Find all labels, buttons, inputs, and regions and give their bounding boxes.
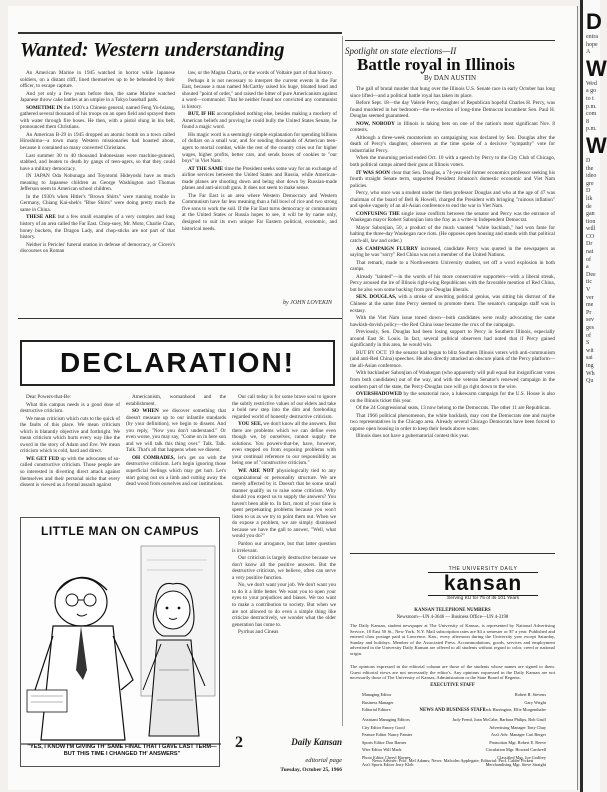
edge-text-line: tion: [586, 218, 596, 225]
masthead-section: editorial page: [305, 757, 342, 764]
declaration-paragraph: SO WHEN we discover something that doesn't measure up to our infantile standards (by your definition), we begin to dissent. And you reply, "Now you don't understand." Or even worse, you may say, "Come on in here son and we will talk this thing over." Talk. Talk. Talk. That's all that happens when we dissent.: [126, 408, 227, 454]
edge-text-line: wit: [586, 347, 594, 354]
wanted-paragraph: The Far East is an area where Western Democracy and Western Communism have far less meaning than a full bowl of rice and two strong five sons to work the soil. If the Far East turns democracy or communism at the United States or Russia hopes to see, it will be by name only, designed to suit its own unique Far Eastern political, economic, and historical needs.: [182, 192, 337, 232]
kansan-nameplate: [428, 566, 538, 601]
staff-cell: Ass't Sports Editor Jerry Kleh: [362, 762, 414, 767]
spotlight-paragraph: NOW, NOBODY in Illinois is taking bets on one of the nation's most significant Nov. 8 contests.: [350, 120, 555, 134]
masthead-date: Tuesday, October 25, 1966: [280, 767, 342, 773]
edge-text-line: D: [586, 188, 591, 195]
edge-text-line: S: [586, 340, 590, 347]
spotlight-headline: Battle royal in Illinois: [357, 55, 515, 74]
page-number: 2: [235, 734, 243, 751]
edge-text-line: a: [586, 264, 589, 271]
column-divider: [342, 36, 343, 726]
spotlight-paragraph: That 1966 political phenomenon, the white backlash, may cost the Democrats one and maybe two representatives in the Chicago area. Already several Chicago Democrats have been forced to oppose open housing in order to keep their heads above water.: [350, 412, 555, 432]
edge-headline-letter: W: [586, 132, 607, 158]
wanted-paragraph: Last summer 30 to 40 thousand Indonesians were machine-gunned, stabbed, and beaten to death by gangs of teen-agers, so that they could have a military democracy.: [20, 152, 175, 172]
wanted-paragraph: His magic word is a seemingly simple explanation for spending billions of dollars on a small war, and for sending thousands of American teen-agers to mortal combat, while the rest of the country cries out for higher wages, higher profits, better cars, and sends boxes of cookies to "our boys" in Viet Nam.: [182, 131, 337, 165]
spotlight-paragraph: That remark, made to a Northwestern University student, set off a word explosion in both camps.: [350, 259, 555, 273]
staff-cell: Photo Editor Cheryl Haynes: [362, 754, 411, 760]
spotlight-paragraph: When the mourning period ended Oct. 10 with a speech by Percy to the City Club of Chicago, both political camps aimed their guns at Illinois voters.: [350, 155, 555, 169]
staff-cell: Sports Editor Don Barnes: [362, 739, 407, 745]
declaration-paragraph: Americanism, womanhood and the establishment.: [126, 394, 226, 407]
edge-text-line: hope: [586, 41, 598, 48]
spotlight-kicker: Spotlight on state elections—II: [345, 46, 457, 56]
spotlight-paragraph: Although a three-week moratorium on campaigning was declared by Sen. Douglas after the death of Percy's daughter, observers at the time spoke of a decisive "sympathy" vote for industrialist Percy.: [350, 134, 555, 154]
staff-cell: Editorial Editors: [362, 707, 391, 712]
declaration-column-1: [20, 394, 120, 516]
staff-cell: Judy Frend, Joan McCabe, Barbara Philips, Bob Gruff: [452, 717, 546, 722]
edge-text-line: of: [586, 332, 591, 339]
staff-row: [362, 725, 548, 731]
wanted-column-2: [182, 70, 337, 298]
declaration-paragraph: WE GET FED up with the advocates of so-called constructive criticism. Those people are so interested in diverting direct attack against themselves and their personal niche that every dissent is viewed as a frontal assault against: [20, 455, 120, 489]
edge-text-line: D: [586, 157, 591, 164]
declaration-paragraph: What this campus needs is a good dose of destructive criticism.: [20, 401, 120, 415]
nameplate-top: THE UNIVERSITY DAILY: [448, 566, 518, 572]
masthead-title: Daily Kansan: [291, 737, 342, 747]
wanted-paragraph: In the 1930's when Hitler's "Brown Shirts" were running trouble in Germany, Chiang Kai-shek's "Blue Shirts" were doing pretty much the same in China.: [20, 193, 175, 213]
adjacent-page-edge: [580, 0, 607, 792]
wanted-paragraph: An American Marine in 1945 watched in horror while Japanese soldiers, on a distant cliff, lined themselves up to be beheaded by their officer, to escape capture.: [20, 70, 175, 90]
edge-text-line: to t: [586, 95, 594, 102]
edge-text-line: sev: [586, 317, 594, 324]
spotlight-paragraph: Previously, Sen. Douglas had been losing support to Percy in Southern Illinois, especially around East St. Louis. In fact, several political observers had noted that if Percy gained significantly in this area, he would win.: [350, 329, 555, 349]
edge-text-line: will: [586, 226, 596, 233]
staff-row: [362, 717, 548, 723]
declaration-paragraph: Our criticism is largely destructive because we don't know all the positive answers. But the destructive criticism, we believe, often can serve a very positive function.: [232, 555, 336, 581]
opinion-notice: The opinions expressed in the editorial column are those of the students whose names are signed to them. Guest editorial views are not necessarily the editor's. Any opinions expressed in the Daily Kansan are not necessarily those of The University of Kansas, Administration or the State Board of Regents.: [350, 664, 555, 681]
edge-text-line: sai: [586, 355, 593, 362]
declaration-paragraph: No, we don't want your job. We don't want you to do it a little better. We want you to open your eyes to your prejudices and biases. We too want to make a contribution to society. But when we are not allowed to do even a simple thing like criticize destructively, we wonder what the older generation has come to.: [232, 582, 336, 628]
staff-row: [362, 700, 548, 706]
staff-cell: Wire Editor Will Mack: [362, 747, 402, 752]
edge-text-line: of: [586, 256, 591, 263]
spotlight-paragraph: With the Viet Nam issue toned down—both candidates were really advocating the same hawkish-dovish policy—the Red China issue became the crux of the campaign.: [350, 315, 555, 328]
box-rule: [350, 553, 555, 554]
staff-cell: Gary Wright: [524, 699, 546, 705]
declaration-paragraph: We mean criticism which cuts to the quick of the faults of this place. We mean criticism which is blatantly objective and forthright. We mean criticism which hurts every way like the sword in the story of Adam and Eve. We mean criticism which is cold, hard and direct.: [20, 415, 120, 455]
declaration-paragraph: Our call today is for some brave soul to ignore the subtly restrictive values of our elders and take a bold new step into the dim and foreboding regarded world of honestly destructive criticism.: [232, 394, 336, 420]
staff-cell: Robert R. Stevens: [514, 692, 546, 697]
edge-text-line: gan: [586, 211, 595, 218]
advisers: News Adviser: Prof. Mel Adams; News: Malcolm Applegate; Editorial: Prof. Calder Pickett: [371, 758, 534, 763]
nameplate-name: kansan: [428, 572, 538, 596]
wanted-paragraph: AT THE SAME time the President seeks some way for an exchange of airline services between the United States and Russia, while American-made planes are shooting down and being shot down by Russian-made planes and anti-aircraft guns. It does not seem to make sense.: [182, 165, 338, 192]
spotlight-paragraph: Already "tainted"—in the words of his more conservative supporters—with a liberal streak, Percy aroused the ire of Illinois right-wing Republicans with the favorable mention of Red China, but he also won some backing from pro-Douglas liberals.: [350, 273, 555, 293]
wanted-column-1: [20, 70, 175, 298]
spotlight-body: [350, 86, 555, 548]
staff-row: [362, 740, 548, 746]
top-rule: [18, 32, 342, 34]
wanted-paragraph: An American B-29 in 1945 dropped an atomic bomb on a town called Hiroshima—a town many Western missionaries had boasted about, because it contained so many converted Christians.: [20, 131, 175, 152]
edge-text-line: tic: [586, 279, 592, 286]
declaration-paragraph: Pardon our arrogance, but that latter question is irrelevant.: [232, 541, 336, 554]
wanted-paragraph: Perhaps it is not necessary to interpret the current events in the Far East, because a man named McCarthy raised his huge, bloated head and shouted "point of order," and raised the bitter of pure Americanism against a word—communist. That he neither found nor convicted any communist is history.: [182, 77, 337, 110]
wanted-paragraph: law, or the Magna Charta, or the words of Voltaire part of that history.: [188, 70, 333, 76]
wanted-paragraph: SOMETIME IN the 1920's a Chinese general, named Feng Yu-hsiang, gathered several thousand of his troops on an open field and sprayed them with water through fire hoses. He then, with a pistol slung in his belt, pronounced them Christians.: [20, 104, 175, 131]
edge-text-line: Wh: [586, 370, 595, 377]
nameplate-tagline: Serving KU for 75 of its 101 Years: [447, 596, 519, 601]
spotlight-paragraph: Before Sept. 18—the day Valerie Percy, daughter of Republican hopeful Charles H. Percy, was found murdered in her bedroom—the re-election of long-time Democrat incumbent Sen. Paul H. Douglas seemed guaranteed.: [350, 100, 555, 120]
wanted-paragraph: IN JAPAN Oda Nobunaga and Toyotomi Hideyoshi have as much meaning to Japanese children as George Washington and Thomas Jefferson seem to American school children.: [20, 173, 175, 193]
spotlight-paragraph: Of the 24 Congressional seats, 13 now belong to the Democrats. The other 11 are Republican.: [356, 405, 551, 412]
spotlight-paragraph: SEN. DOUGLAS, with a stroke of unwitting political genius, was sitting his distrust of the Chinese at the same time Percy seemed to promote them. The senator's campaign staff was in ecstasy.: [350, 294, 555, 314]
edge-text-line: de: [586, 203, 592, 210]
edge-text-line: V: [586, 287, 591, 294]
edge-text-line: a go: [586, 88, 597, 95]
edge-text-line: the: [586, 165, 594, 172]
edge-text-line: gre: [586, 180, 594, 187]
staff-cell: Jack Harrington, Ellie Morgenthaler: [483, 707, 546, 712]
spotlight-paragraph: The gall of brutal murder that hung over the Illinois U.S. Senate race in early October has long since lifted—and a political battle royal has taken its place.: [350, 86, 555, 99]
spotlight-paragraph: CONFUSING THE single issue conflicts between the senator and Percy was the entrance of Waukegan mayor Robert Sabonjian into the fray as a write-in Independent Democrat.: [350, 210, 555, 224]
edge-text-line: entra: [586, 34, 598, 40]
staff-cell: Assistant Managing Editors: [362, 717, 410, 722]
edge-text-line: Dee: [586, 271, 596, 278]
staff-cell: Promotion Mgr. Robert E. Reeve: [489, 739, 546, 745]
spotlight-paragraph: OVERSHADOWED by the senatorial race, a lukewarm campaign for the U.S. House is also on the Illinois ticket this year.: [350, 391, 555, 404]
spotlight-paragraph: With backlasher Sabonjian of Waukegan (who apparently will pull equal but insignificant votes from both candidates) out of the way, and with the veteran Senator's renewed campaign in the southern part of the state, the Percy-Douglas race will go right down to the wire.: [350, 370, 555, 390]
edge-text-line: Qu: [586, 378, 594, 385]
staff-cell: Classified Mgr. Joe Godfrey: [497, 754, 546, 760]
edge-text-line: CO: [586, 233, 595, 240]
wanted-paragraph: BUT, IF HE accomplished nothing else, besides making a mockery of American beliefs and proving he could bully the United States Senate, he found a magic word.: [182, 111, 337, 131]
publication-notice: The Daily Kansan, student newspaper at The University of Kansas, is represented by National Advertising Service, 18 East 50 St., New York, N.Y. Mail subscription rates are $4 a semester or $7 a year. Published and entered class postage paid at Lawrence, Kan., every afternoon during the University year except Saturday, Sunday and holidays. Member of the Associated Press. Accommodations, goods, services and employment advertised in the University Daily Kansan are offered to all students without regard to color, creed or national origin.: [350, 623, 555, 656]
edge-text-line: ideo: [586, 173, 597, 180]
edge-headline-letter: D: [586, 9, 602, 34]
edge-text-line: Dr: [586, 241, 593, 248]
edge-text-line: Pr: [586, 309, 592, 316]
cartoon-title: LITTLE MAN ON CAMPUS: [41, 524, 199, 538]
staff-cell: Ass't Adv. Manager Cari Berger: [491, 732, 546, 737]
declaration-paragraph: OH COMRADES, let's get on with the destructive criticism. Let's begin ignoring those superficial feelings which may get hurt. Let's start going out on a limb and cutting away the dead wood from ourselves and our institutions.: [126, 454, 226, 488]
declaration-paragraph: Pyrrhus and Cineas: [238, 629, 279, 636]
wanted-paragraph: THESE ARE but a few small examples of a very complex and long history of an area called the Far East. Chop-suey, Mr. Moto, Charlie Chan, honey buckets, the Dragon Lady, and chop-sticks are not part of that history.: [20, 214, 175, 241]
staff-cell: City Editor Emory Good: [362, 724, 405, 730]
cartoon-panel: [20, 517, 220, 767]
staff-cell: Business Manager: [362, 699, 394, 705]
edge-text-line: nat: [586, 249, 594, 256]
staff-cell: Circulation Mgr. Howard Cardwell: [485, 747, 546, 752]
edge-text-line: 8: [586, 118, 589, 125]
edge-text-line: A: [586, 49, 591, 56]
phones: Newsroom—UN 4-3646 — Business Office—UN 4-3198: [396, 615, 509, 620]
adjacent-page-text: [586, 10, 607, 386]
edge-text-line: ges: [586, 325, 594, 331]
news-staff-title: NEWS AND BUSINESS STAFF: [419, 708, 486, 713]
spotlight-paragraph: IT WAS SOON clear that Sen. Douglas, a 74-year-old former economics professor seeking his fourth straight Senate term, supported President Johnson's domestic economic and Viet Nam policies.: [350, 169, 555, 189]
declaration-paragraph: WE ARE NOT physiologically tied to any organizational or personality structure. We are merely affected by it. Doesn't that be some small manner qualify us to raise some criticism. Why should you expect us to supply the answers? You haven't been able to. In fact, most of your time is spent perpetuating problems because you won't listen to us as we try to point them out. When we do expose a problem, we are simply dismissed because we have the gall to answer, "Well, what would you do?": [232, 468, 336, 540]
staff-cell: Advertising Manager Tony Chuy: [489, 724, 546, 730]
staff-row: [362, 747, 548, 753]
staff-row: [362, 732, 548, 738]
declaration-paragraph: Dear Powers-that-Be:: [26, 394, 72, 400]
edge-text-line: ing: [586, 362, 594, 369]
wanted-paragraph: Neither is Pericles' funeral oration in defense of democracy, or Cicero's discourses on Roman: [20, 241, 175, 255]
page-gutter: [580, 0, 583, 792]
phones-title: KANSAN TELEPHONE NUMBERS: [414, 608, 491, 613]
spotlight-paragraph: Illinois does not have a gubernatorial contest this year.: [356, 433, 470, 440]
spotlight-paragraph: Percy, who once was a student under the then professor Douglas and who at the age of 47 was chairman of the board of Bell & Howell, charged the President with bringing "ruinous inflation" and spoke vaguely of an all-Asian conference to end the war in Viet Nam.: [350, 190, 555, 210]
spotlight-paragraph: AS CAMPAIGN FLURRY increased, candidate Percy was quoted in the newspapers as saying he was "sorry" Red China was not a member of the United Nations.: [350, 245, 555, 259]
edge-text-line: lik: [586, 195, 593, 202]
edge-text-line: com: [586, 111, 597, 118]
wanted-byline: by JOHN LOVEKIN: [283, 300, 332, 306]
spotlight-paragraph: Mayor Sabonjian, 50, a product of the much vaunted "white backlash," had won fame for halting the three-day Waukegan race riots. (He opposes open housing and stands with that political catch-all, law and order.): [350, 224, 555, 245]
edge-text-line: p.m.: [586, 103, 597, 110]
staff-cell: Managing Editor: [362, 692, 392, 697]
cartoon-illustration: [21, 540, 221, 760]
edge-headline-letter: W: [586, 55, 607, 81]
staff-row: [362, 692, 548, 698]
declaration-paragraph: YOU SEE, we don't know all the answers. But there are problems which we can define even though we, by ourselves, cannot supply the solutions. You powers-that-be, have, however, even stepped on from exposing problems with your continual reference to our responsibility as being one of "constructive criticism.": [232, 421, 336, 467]
declaration-column-2: [126, 394, 226, 516]
wanted-paragraph: And yet only a few years before then, the same Marine watched Japanese throw cake battles at an umpire in a Tokyo baseball park.: [20, 90, 175, 104]
edge-text-line: p.m.: [586, 126, 597, 133]
spotlight-paragraph: BUT BY OCT. 19 the senator had begun to blitz Southern Illinois voters with anti-communism (and anti-Red China) speeches. He also directly attacked an obscure plank of the Percy platform—the all-Asian conference.: [350, 349, 555, 369]
cartoon-caption: "YES, I KNOW I'M GIVING TH' SAME FINAL THAT I GAVE LAST TERM—BUT THIS TIME I CHANGED TH' ANSWERS": [27, 744, 217, 757]
declaration-column-3: [232, 394, 336, 724]
exec-staff-title: EXECUTIVE STAFF: [430, 683, 475, 688]
section-rule: [18, 318, 342, 319]
staff-cell: Merchandising Mgr. Steve Straight: [485, 762, 546, 767]
spotlight-byline: By DAN AUSTIN: [423, 74, 477, 82]
edge-text-line: Wed: [586, 80, 597, 87]
staff-cell: Feature Editor Nancy Painter: [362, 732, 413, 737]
wanted-headline: Wanted: Western understanding: [20, 39, 285, 61]
edge-text-line: me: [586, 302, 594, 309]
edge-text-line: ver: [586, 294, 594, 301]
top-rule-right: [345, 40, 555, 41]
declaration-banner: DECLARATION!: [20, 340, 335, 386]
